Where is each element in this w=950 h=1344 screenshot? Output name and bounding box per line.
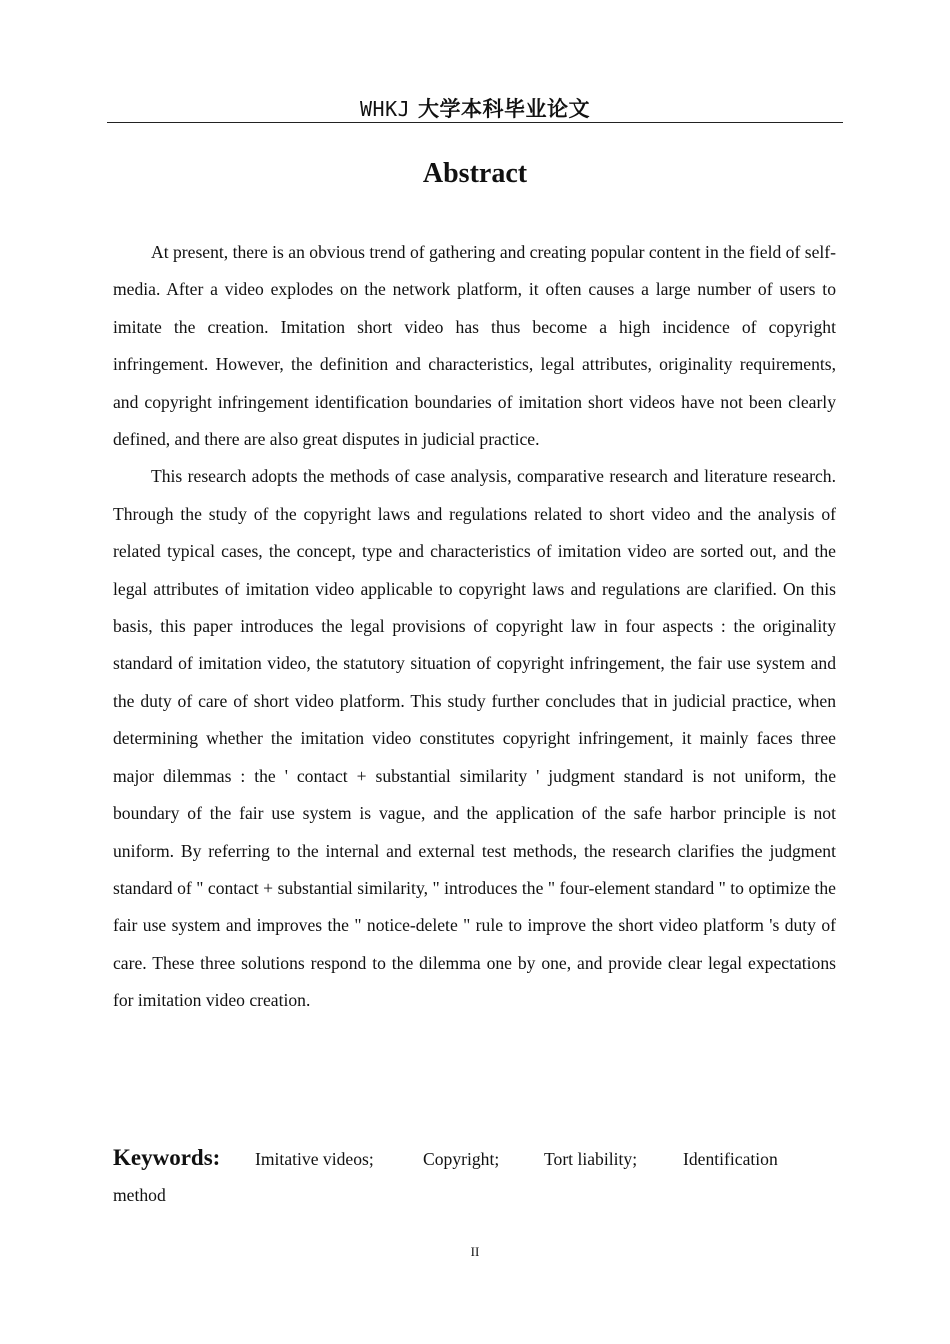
header-divider <box>107 122 843 123</box>
page-number: II <box>470 1244 480 1259</box>
keywords-row <box>113 1140 836 1177</box>
page-title: Abstract <box>422 158 528 189</box>
keyword-continuation: method <box>113 1185 166 1205</box>
keyword-item: Imitative videos; <box>255 1149 374 1169</box>
abstract-body <box>113 234 836 1020</box>
keyword-item: Tort liability; <box>544 1149 638 1169</box>
header-institution-code: WHKJ <box>360 97 411 121</box>
keywords-label: Keywords: <box>113 1145 221 1170</box>
header-thesis-label: 大学本科毕业论文 <box>417 97 590 121</box>
keywords-section <box>113 1140 836 1213</box>
abstract-paragraph-2: This research adopts the methods of case analysis, comparative research and literature research. Through the study of the copyright laws and regulations related to short video and the analysis of related typical cases, the concept, type and characteristics of imitation video are sorted out, and the legal attributes of imitation video applicable to copyright laws and regulations are clarified. On this basis, this paper introduces the legal provisions of copyright law in four aspects : the originality standard of imitation video, the statutory situation of copyright infringement, the fair use system and the duty of care of short video platform. This study further concludes that in judicial practice, when determining whether the imitation video constitutes copyright infringement, it mainly faces three major dilemmas : the ' contact + substantial similarity ' judgment standard is not uniform, the boundary of the fair use system is vague, and the application of the safe harbor principle is not uniform. By referring to the internal and external test methods, the research clarifies the judgment standard of " contact + substantial similarity, " introduces the " four-element standard " to optimize the fair use system and improves the " notice-delete " rule to improve the short video platform 's duty of care. These three solutions respond to the dilemma one by one, and provide clear legal expectations for imitation video creation. <box>113 466 836 1011</box>
running-header <box>107 96 843 122</box>
keyword-item: Copyright; <box>423 1149 500 1169</box>
keyword-item: Identification <box>683 1149 778 1169</box>
abstract-paragraph-1: At present, there is an obvious trend of gathering and creating popular content in the field of self-media. After a video explodes on the network platform, it often causes a large number of users to imitate the creation. Imitation short video has thus become a high incidence of copyright infringement. However, the definition and characteristics, legal attributes, originality requirements, and copyright infringement identification boundaries of imitation short videos have not been clearly defined, and there are also great disputes in judicial practice. <box>113 242 836 450</box>
